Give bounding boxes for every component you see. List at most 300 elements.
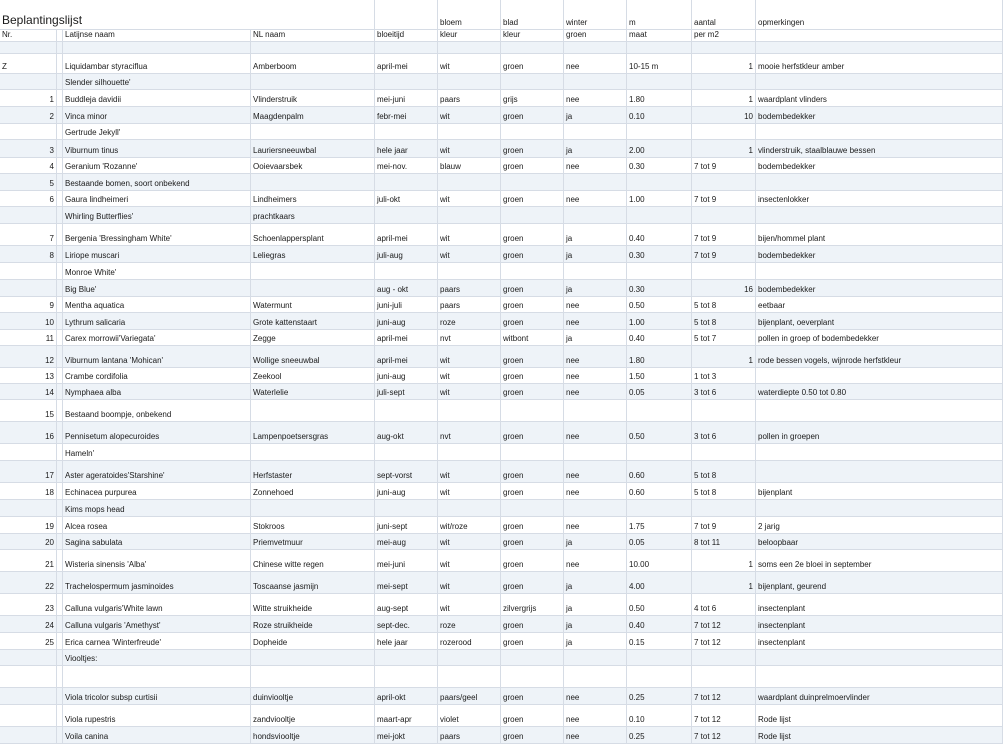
latin-name-cell[interactable]: Geranium 'Rozanne' [63,158,251,174]
leaf-color-cell[interactable]: groen [501,483,564,500]
row-number[interactable]: 16 [0,422,57,444]
header-nr[interactable]: Nr. [0,30,57,42]
size-cell[interactable] [627,174,692,191]
remarks-cell[interactable]: waardplant vlinders [756,90,1003,107]
header2-cell[interactable]: bloeitijd [375,30,438,42]
evergreen-cell[interactable]: ja [564,594,627,616]
bloom-color-cell[interactable]: wit [438,384,501,400]
size-cell[interactable]: 2.00 [627,140,692,158]
bloom-color-cell[interactable] [438,666,501,688]
bloom-time-cell[interactable]: juli-aug [375,246,438,263]
count-cell[interactable]: 5 tot 8 [692,313,756,330]
latin-name-cell[interactable]: Carex morrowii'Variegata' [63,330,251,346]
leaf-color-cell[interactable]: groen [501,633,564,650]
bloom-color-cell[interactable]: wit [438,572,501,594]
header1-cell[interactable]: opmerkingen [756,0,1003,30]
row-number[interactable] [0,666,57,688]
evergreen-cell[interactable]: nee [564,384,627,400]
row-number[interactable]: 8 [0,246,57,263]
size-cell[interactable] [627,666,692,688]
remarks-cell[interactable]: waardplant duinprelmoervlinder [756,688,1003,705]
remarks-cell[interactable]: insectenlokker [756,191,1003,207]
count-cell[interactable]: 1 [692,140,756,158]
dutch-name-cell[interactable]: Wollige sneeuwbal [251,346,375,368]
bloom-time-cell[interactable]: mei-juni [375,550,438,572]
count-cell[interactable]: 3 tot 6 [692,422,756,444]
row-number[interactable]: 24 [0,616,57,633]
bloom-time-cell[interactable]: juni-aug [375,483,438,500]
count-cell[interactable] [692,400,756,422]
dutch-name-cell[interactable]: Vlinderstruik [251,90,375,107]
evergreen-cell[interactable] [564,124,627,140]
dutch-name-cell[interactable] [251,124,375,140]
remarks-cell[interactable] [756,666,1003,688]
bloom-time-cell[interactable] [375,42,438,54]
remarks-cell[interactable]: bodembedekker [756,107,1003,124]
latin-name-cell[interactable]: Nymphaea alba [63,384,251,400]
count-cell[interactable] [692,42,756,54]
evergreen-cell[interactable] [564,500,627,517]
latin-name-cell[interactable]: Liriope muscari [63,246,251,263]
latin-name-cell[interactable]: Viburnum lantana 'Mohican' [63,346,251,368]
count-cell[interactable] [692,74,756,90]
bloom-color-cell[interactable]: paars [438,297,501,313]
evergreen-cell[interactable]: ja [564,616,627,633]
dutch-name-cell[interactable]: Lampenpoetsersgras [251,422,375,444]
evergreen-cell[interactable]: ja [564,140,627,158]
bloom-color-cell[interactable] [438,42,501,54]
bloom-time-cell[interactable] [375,263,438,280]
row-number[interactable]: 1 [0,90,57,107]
row-number[interactable] [0,705,57,727]
bloom-color-cell[interactable]: violet [438,705,501,727]
remarks-cell[interactable]: insectenplant [756,616,1003,633]
dutch-name-cell[interactable]: Lauriersneeuwbal [251,140,375,158]
row-code[interactable]: Z [0,54,57,74]
bloom-time-cell[interactable]: mei-jokt [375,727,438,744]
size-cell[interactable] [627,42,692,54]
remarks-cell[interactable] [756,400,1003,422]
evergreen-cell[interactable]: nee [564,483,627,500]
bloom-color-cell[interactable]: wit [438,594,501,616]
remarks-cell[interactable] [756,444,1003,461]
leaf-color-cell[interactable]: groen [501,688,564,705]
bloom-time-cell[interactable]: april-mei [375,330,438,346]
remarks-cell[interactable]: vlinderstruik, staalblauwe bessen [756,140,1003,158]
evergreen-cell[interactable] [564,74,627,90]
row-number[interactable]: 15 [0,400,57,422]
dutch-name-cell[interactable]: Zegge [251,330,375,346]
bloom-color-cell[interactable]: paars [438,90,501,107]
dutch-name-cell[interactable]: Lindheimers [251,191,375,207]
bloom-time-cell[interactable]: april-mei [375,54,438,74]
bloom-color-cell[interactable]: wit [438,191,501,207]
bloom-color-cell[interactable]: nvt [438,422,501,444]
remarks-cell[interactable]: beloopbaar [756,534,1003,550]
leaf-color-cell[interactable]: groen [501,297,564,313]
latin-name-cell[interactable]: Big Blue' [63,280,251,297]
size-cell[interactable]: 0.05 [627,384,692,400]
latin-name-cell[interactable]: Pennisetum alopecuroides [63,422,251,444]
header1-cell[interactable]: m [627,0,692,30]
bloom-color-cell[interactable]: nvt [438,330,501,346]
remarks-cell[interactable]: mooie herfstkleur amber [756,54,1003,74]
bloom-color-cell[interactable] [438,207,501,224]
bloom-time-cell[interactable]: juni-aug [375,313,438,330]
count-cell[interactable] [692,174,756,191]
count-cell[interactable]: 7 tot 12 [692,688,756,705]
leaf-color-cell[interactable]: groen [501,280,564,297]
bloom-time-cell[interactable]: april-mei [375,346,438,368]
dutch-name-cell[interactable]: Waterlelie [251,384,375,400]
remarks-cell[interactable]: 2 jarig [756,517,1003,534]
dutch-name-cell[interactable]: Zonnehoed [251,483,375,500]
latin-name-cell[interactable]: Echinacea purpurea [63,483,251,500]
evergreen-cell[interactable]: nee [564,461,627,483]
leaf-color-cell[interactable]: groen [501,550,564,572]
dutch-name-cell[interactable] [251,500,375,517]
size-cell[interactable]: 0.30 [627,280,692,297]
dutch-name-cell[interactable]: Roze struikheide [251,616,375,633]
size-cell[interactable] [627,124,692,140]
latin-name-cell[interactable]: Gaura lindheimeri [63,191,251,207]
row-number[interactable]: 21 [0,550,57,572]
bloom-color-cell[interactable]: wit [438,107,501,124]
leaf-color-cell[interactable]: groen [501,54,564,74]
size-cell[interactable]: 0.40 [627,616,692,633]
count-cell[interactable]: 7 tot 12 [692,616,756,633]
dutch-name-cell[interactable]: Leliegras [251,246,375,263]
count-cell[interactable]: 1 [692,90,756,107]
header2-cell[interactable] [756,30,1003,42]
row-number[interactable]: 5 [0,174,57,191]
header2-cell[interactable]: Latijnse naam [63,30,251,42]
latin-name-cell[interactable]: Vinca minor [63,107,251,124]
dutch-name-cell[interactable] [251,174,375,191]
count-cell[interactable] [692,500,756,517]
bloom-time-cell[interactable]: febr-mei [375,107,438,124]
remarks-cell[interactable]: bodembedekker [756,246,1003,263]
remarks-cell[interactable]: bodembedekker [756,280,1003,297]
header1-cell[interactable]: aantal [692,0,756,30]
remarks-cell[interactable]: bijenplant, geurend [756,572,1003,594]
dutch-name-cell[interactable] [251,400,375,422]
row-number[interactable]: 23 [0,594,57,616]
count-cell[interactable]: 3 tot 6 [692,384,756,400]
evergreen-cell[interactable]: ja [564,633,627,650]
size-cell[interactable] [627,500,692,517]
leaf-color-cell[interactable]: groen [501,534,564,550]
dutch-name-cell[interactable]: Watermunt [251,297,375,313]
remarks-cell[interactable]: pollen in groep of bodembedekker [756,330,1003,346]
leaf-color-cell[interactable] [501,400,564,422]
header2-cell[interactable]: kleur [438,30,501,42]
evergreen-cell[interactable]: ja [564,572,627,594]
leaf-color-cell[interactable]: groen [501,158,564,174]
latin-name-cell[interactable]: Viola rupestris [63,705,251,727]
count-cell[interactable]: 1 [692,54,756,74]
dutch-name-cell[interactable]: Witte struikheide [251,594,375,616]
latin-name-cell[interactable]: Kims mops head [63,500,251,517]
row-number[interactable]: 12 [0,346,57,368]
bloom-color-cell[interactable]: wit [438,224,501,246]
evergreen-cell[interactable]: nee [564,158,627,174]
bloom-time-cell[interactable]: hele jaar [375,633,438,650]
latin-name-cell[interactable]: Crambe cordifolia [63,368,251,384]
leaf-color-cell[interactable]: zilvergrijs [501,594,564,616]
evergreen-cell[interactable] [564,650,627,666]
bloom-color-cell[interactable]: roze [438,313,501,330]
latin-name-cell[interactable]: Alcea rosea [63,517,251,534]
latin-name-cell[interactable]: Liquidambar styraciflua [63,54,251,74]
evergreen-cell[interactable] [564,400,627,422]
remarks-cell[interactable] [756,650,1003,666]
size-cell[interactable]: 4.00 [627,572,692,594]
evergreen-cell[interactable]: ja [564,107,627,124]
header1-cell[interactable]: bloem [438,0,501,30]
count-cell[interactable]: 5 tot 8 [692,297,756,313]
size-cell[interactable] [627,444,692,461]
row-number[interactable]: 19 [0,517,57,534]
bloom-time-cell[interactable]: aug - okt [375,280,438,297]
row-number[interactable] [0,650,57,666]
size-cell[interactable] [627,207,692,224]
bloom-time-cell[interactable]: mei-nov. [375,158,438,174]
bloom-color-cell[interactable]: roze [438,616,501,633]
evergreen-cell[interactable] [564,42,627,54]
size-cell[interactable]: 0.50 [627,594,692,616]
remarks-cell[interactable] [756,42,1003,54]
dutch-name-cell[interactable]: Priemvetmuur [251,534,375,550]
bloom-time-cell[interactable]: mei-aug [375,534,438,550]
leaf-color-cell[interactable]: groen [501,140,564,158]
leaf-color-cell[interactable]: groen [501,191,564,207]
latin-name-cell[interactable]: Calluna vulgaris'White lawn [63,594,251,616]
bloom-time-cell[interactable] [375,74,438,90]
remarks-cell[interactable]: bijen/hommel plant [756,224,1003,246]
count-cell[interactable]: 7 tot 9 [692,191,756,207]
dutch-name-cell[interactable]: Zeekool [251,368,375,384]
row-number[interactable] [0,688,57,705]
size-cell[interactable]: 0.25 [627,688,692,705]
bloom-time-cell[interactable]: juni-juli [375,297,438,313]
leaf-color-cell[interactable]: groen [501,246,564,263]
bloom-color-cell[interactable]: paars [438,280,501,297]
remarks-cell[interactable] [756,207,1003,224]
evergreen-cell[interactable]: nee [564,90,627,107]
remarks-cell[interactable] [756,461,1003,483]
row-number[interactable]: 17 [0,461,57,483]
count-cell[interactable]: 7 tot 9 [692,517,756,534]
size-cell[interactable]: 1.80 [627,90,692,107]
leaf-color-cell[interactable] [501,666,564,688]
latin-name-cell[interactable]: Lythrum salicaria [63,313,251,330]
latin-name-cell[interactable]: Viburnum tinus [63,140,251,158]
count-cell[interactable]: 1 tot 3 [692,368,756,384]
bloom-time-cell[interactable]: sept-dec. [375,616,438,633]
evergreen-cell[interactable]: ja [564,246,627,263]
latin-name-cell[interactable]: Bestaand boompje, onbekend [63,400,251,422]
remarks-cell[interactable]: eetbaar [756,297,1003,313]
remarks-cell[interactable]: pollen in groepen [756,422,1003,444]
bloom-time-cell[interactable] [375,650,438,666]
size-cell[interactable]: 0.10 [627,705,692,727]
latin-name-cell[interactable]: Bergenia 'Bressingham White' [63,224,251,246]
size-cell[interactable]: 0.30 [627,158,692,174]
row-number[interactable]: 6 [0,191,57,207]
latin-name-cell[interactable]: Gertrude Jekyll' [63,124,251,140]
count-cell[interactable] [692,207,756,224]
latin-name-cell[interactable]: Wisteria sinensis 'Alba' [63,550,251,572]
leaf-color-cell[interactable]: groen [501,224,564,246]
bloom-color-cell[interactable] [438,263,501,280]
leaf-color-cell[interactable] [501,42,564,54]
count-cell[interactable]: 8 tot 11 [692,534,756,550]
dutch-name-cell[interactable]: Ooievaarsbek [251,158,375,174]
remarks-cell[interactable] [756,500,1003,517]
bloom-time-cell[interactable]: mei-sept [375,572,438,594]
evergreen-cell[interactable]: ja [564,534,627,550]
dutch-name-cell[interactable]: Chinese witte regen [251,550,375,572]
remarks-cell[interactable]: rode bessen vogels, wijnrode herfstkleur [756,346,1003,368]
row-number[interactable] [0,280,57,297]
evergreen-cell[interactable]: nee [564,688,627,705]
remarks-cell[interactable]: Rode lijst [756,705,1003,727]
bloom-color-cell[interactable] [438,650,501,666]
size-cell[interactable] [627,263,692,280]
dutch-name-cell[interactable]: Schoenlappersplant [251,224,375,246]
header2-cell[interactable]: NL naam [251,30,375,42]
latin-name-cell[interactable]: Buddleja davidii [63,90,251,107]
dutch-name-cell[interactable] [251,263,375,280]
row-number[interactable]: 9 [0,297,57,313]
latin-name-cell[interactable]: Viola tricolor subsp curtisii [63,688,251,705]
bloom-color-cell[interactable]: wit [438,461,501,483]
row-number[interactable]: 14 [0,384,57,400]
dutch-name-cell[interactable]: hondsviooltje [251,727,375,744]
leaf-color-cell[interactable] [501,124,564,140]
leaf-color-cell[interactable] [501,263,564,280]
bloom-color-cell[interactable] [438,400,501,422]
leaf-color-cell[interactable] [501,207,564,224]
size-cell[interactable] [627,74,692,90]
dutch-name-cell[interactable]: prachtkaars [251,207,375,224]
row-number[interactable]: 3 [0,140,57,158]
dutch-name-cell[interactable]: duinviooltje [251,688,375,705]
header1-cell[interactable] [251,0,375,30]
header1-cell[interactable]: blad [501,0,564,30]
bloom-time-cell[interactable] [375,444,438,461]
evergreen-cell[interactable] [564,666,627,688]
evergreen-cell[interactable]: nee [564,422,627,444]
leaf-color-cell[interactable] [501,74,564,90]
bloom-time-cell[interactable]: juli-sept [375,384,438,400]
count-cell[interactable]: 16 [692,280,756,297]
count-cell[interactable]: 5 tot 8 [692,461,756,483]
leaf-color-cell[interactable]: groen [501,572,564,594]
size-cell[interactable]: 1.50 [627,368,692,384]
evergreen-cell[interactable]: nee [564,727,627,744]
header1-cell[interactable]: winter [564,0,627,30]
evergreen-cell[interactable]: nee [564,54,627,74]
size-cell[interactable]: 1.00 [627,313,692,330]
dutch-name-cell[interactable] [251,666,375,688]
latin-name-cell[interactable]: Trachelospermum jasminoides [63,572,251,594]
bloom-time-cell[interactable] [375,666,438,688]
remarks-cell[interactable]: bodembedekker [756,158,1003,174]
leaf-color-cell[interactable]: grijs [501,90,564,107]
remarks-cell[interactable]: insectenplant [756,633,1003,650]
bloom-time-cell[interactable]: april-okt [375,688,438,705]
row-number[interactable] [0,42,57,54]
bloom-color-cell[interactable] [438,500,501,517]
evergreen-cell[interactable]: nee [564,517,627,534]
bloom-time-cell[interactable]: juni-sept [375,517,438,534]
size-cell[interactable]: 10.00 [627,550,692,572]
bloom-time-cell[interactable]: aug-okt [375,422,438,444]
dutch-name-cell[interactable]: Maagdenpalm [251,107,375,124]
row-number[interactable] [0,124,57,140]
row-number[interactable]: 10 [0,313,57,330]
count-cell[interactable]: 1 [692,572,756,594]
row-number[interactable]: 13 [0,368,57,384]
count-cell[interactable]: 1 [692,346,756,368]
latin-name-cell[interactable]: Aster ageratoides'Starshine' [63,461,251,483]
row-number[interactable]: 4 [0,158,57,174]
remarks-cell[interactable]: insectenplant [756,594,1003,616]
bloom-time-cell[interactable]: mei-juni [375,90,438,107]
header2-cell[interactable]: groen [564,30,627,42]
evergreen-cell[interactable] [564,263,627,280]
header2-cell[interactable]: maat [627,30,692,42]
count-cell[interactable]: 7 tot 9 [692,158,756,174]
leaf-color-cell[interactable] [501,174,564,191]
evergreen-cell[interactable]: nee [564,297,627,313]
row-number[interactable] [0,727,57,744]
size-cell[interactable]: 0.60 [627,461,692,483]
dutch-name-cell[interactable]: Herfstaster [251,461,375,483]
remarks-cell[interactable]: bijenplant, oeverplant [756,313,1003,330]
bloom-time-cell[interactable]: hele jaar [375,140,438,158]
count-cell[interactable] [692,650,756,666]
dutch-name-cell[interactable]: zandviooltje [251,705,375,727]
bloom-time-cell[interactable] [375,174,438,191]
evergreen-cell[interactable]: nee [564,346,627,368]
leaf-color-cell[interactable]: witbont [501,330,564,346]
count-cell[interactable]: 7 tot 9 [692,246,756,263]
count-cell[interactable]: 10 [692,107,756,124]
dutch-name-cell[interactable] [251,650,375,666]
bloom-color-cell[interactable] [438,174,501,191]
evergreen-cell[interactable]: nee [564,191,627,207]
row-number[interactable] [0,207,57,224]
leaf-color-cell[interactable]: groen [501,346,564,368]
dutch-name-cell[interactable]: Toscaanse jasmijn [251,572,375,594]
size-cell[interactable]: 0.50 [627,297,692,313]
latin-name-cell[interactable]: Mentha aquatica [63,297,251,313]
leaf-color-cell[interactable]: groen [501,422,564,444]
count-cell[interactable]: 7 tot 12 [692,727,756,744]
size-cell[interactable]: 0.25 [627,727,692,744]
size-cell[interactable]: 0.05 [627,534,692,550]
leaf-color-cell[interactable] [501,444,564,461]
remarks-cell[interactable]: bijenplant [756,483,1003,500]
evergreen-cell[interactable]: nee [564,313,627,330]
remarks-cell[interactable] [756,124,1003,140]
leaf-color-cell[interactable]: groen [501,461,564,483]
evergreen-cell[interactable] [564,444,627,461]
row-number[interactable]: 2 [0,107,57,124]
